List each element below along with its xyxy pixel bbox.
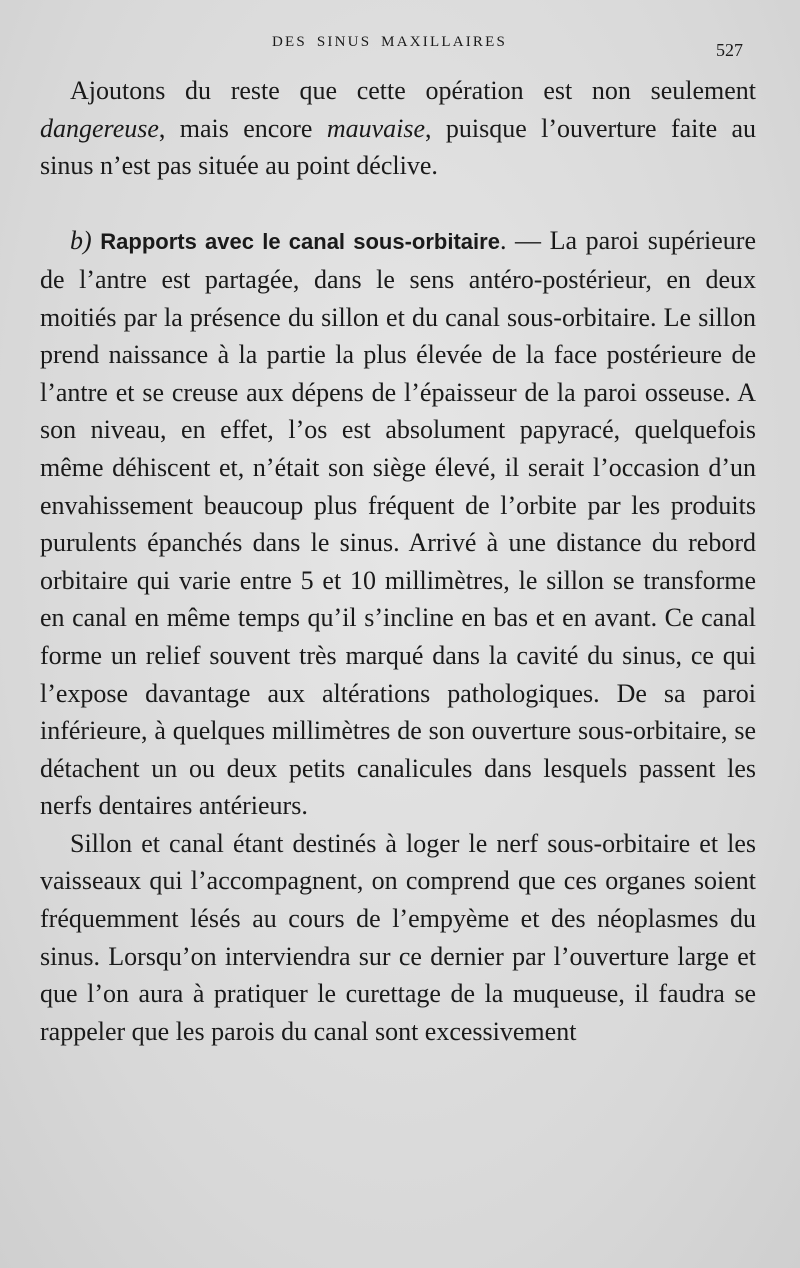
paragraph-text: , mais encore	[158, 113, 327, 143]
page-number: 527	[716, 40, 743, 60]
body-text	[40, 72, 756, 1050]
paragraph-operation-risk	[40, 72, 756, 185]
section-heading: Rapports avec le canal sous-orbitaire	[100, 229, 500, 255]
paragraph-text: , puisque l’ouverture faite au sinus n’est pas située au point déclive.	[40, 113, 757, 181]
paragraph-canal-sous-orbitaire	[40, 222, 756, 825]
running-head-title: DES SINUS MAXILLAIRES	[272, 34, 508, 50]
paragraph-sillon-canal	[40, 825, 756, 1051]
emphasis-dangereuse: dangereuse	[40, 113, 159, 143]
paragraph-text: . — La paroi supérieure de l’antre est partagée, dans le sens antéro-postérieur, en deux moitiés par la présence du sillon et du canal sous-orbitaire. Le sillon prend naissance à la partie la plus élevée de la face postérieure de l’antre et se creuse aux dépens de l’épaisseur de la paroi osseuse. A son niveau, en effet, l’os est absolument papyracé, quelquefois même déhiscent et, n’était son siège élevé, il serait l’occasion d’un envahissement beaucoup plus fréquent de l’orbite par les produits purulents épanchés dans le sinus. Arrivé à une distance du rebord orbitaire qui varie entre 5 et 10 millimètres, le sillon se transforme en canal en même temps qu’il s’incline en bas et en avant. Ce canal forme un relief souvent très marqué dans la cavité du sinus, ce qui l’expose davantage aux altérations pathologiques. De sa paroi inférieure, à quelques millimètres de son ouverture sous-orbitaire, se détachent un ou deux petits canalicules dans lesquels passent les nerfs dentaires antérieurs.	[40, 226, 756, 821]
section-label: b)	[70, 226, 92, 256]
paragraph-text: Ajoutons du reste que cette opération est non seulement	[70, 76, 756, 105]
paragraph-gap	[40, 185, 756, 223]
emphasis-mauvaise: mauvaise	[326, 113, 426, 143]
paragraph-text: Sillon et canal étant destinés à loger le nerf sous-orbitaire et les vaisseaux qui l’accompagnent, on comprend que ces organes soient fréquemment lésés au cours de l’empyème et des néoplasmes du sinus. Lorsqu’on interviendra sur ce dernier par l’ouverture large et que l’on aura à pratiquer le curettage de la muqueuse, il faudra se rappeler que les parois du canal sont excessivement	[40, 828, 756, 1046]
running-head	[0, 34, 800, 60]
